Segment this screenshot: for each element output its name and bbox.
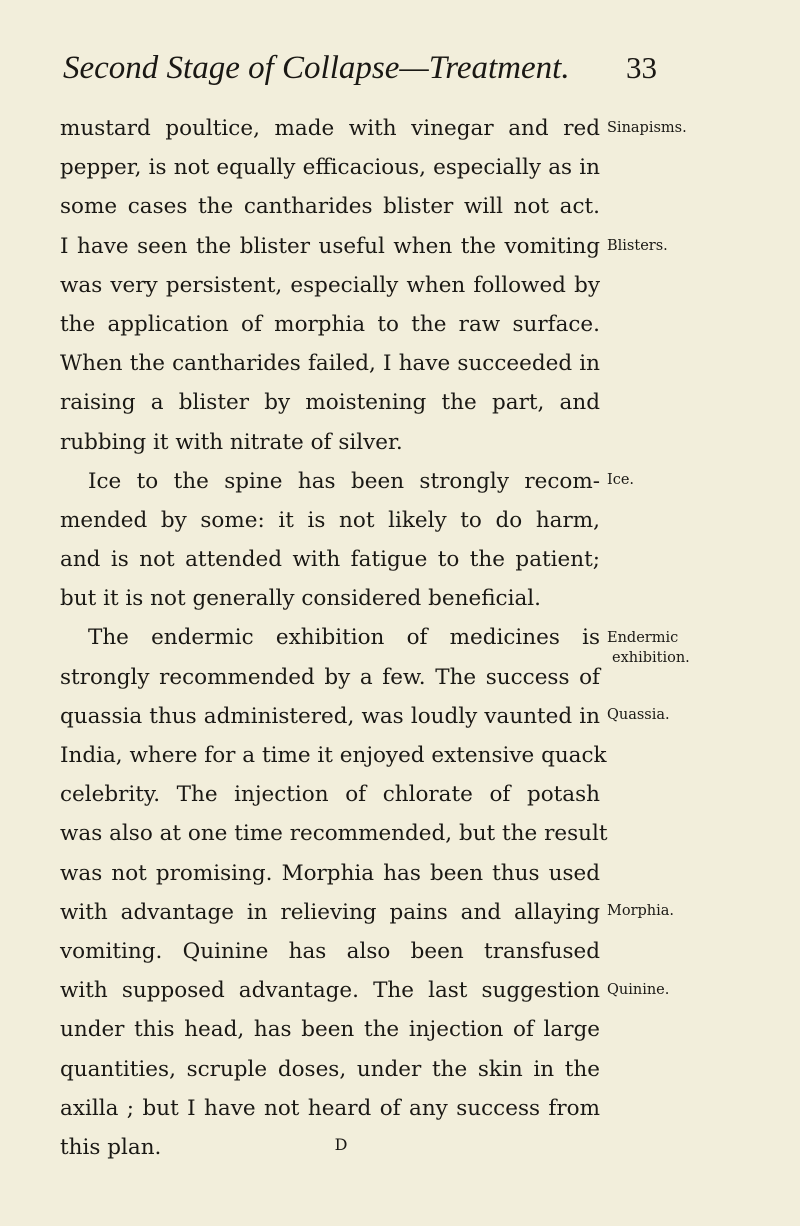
text-line: Ice to the spine has been strongly recom- [88, 468, 600, 494]
text-line: with supposed advantage. The last suggestion [60, 978, 600, 1004]
text-line: raising a blister by moistening the part, and [60, 390, 600, 416]
margin-note-morphia: Morphia. [607, 903, 675, 919]
text-line: mustard poultice, made with vinegar and red [60, 116, 600, 141]
text-line: with advantage in relieving pains and allaying [60, 899, 600, 925]
text-line: The endermic exhibition of medicines is [88, 625, 600, 651]
text-line: celebrity. The injection of chlorate of potash [60, 782, 600, 808]
body-text [60, 109, 608, 1167]
text-line: India, where for a time it enjoyed extensive quack [60, 743, 607, 768]
text-line: some cases the cantharides blister will not act. [60, 194, 600, 220]
text-line: the application of morphia to the raw surface. [60, 311, 600, 337]
margin-note-endermic: Endermic [607, 630, 679, 646]
text-line: quantities, scruple doses, under the skin in the [60, 1056, 600, 1082]
text-line: and is not attended with fatigue to the patient; [60, 547, 600, 573]
text-line: vomiting. Quinine has also been transfused [60, 938, 600, 964]
margin-note-exhibition: exhibition. [612, 650, 690, 666]
text-line: When the cantharides failed, I have succeeded in [60, 351, 600, 377]
text-line: was very persistent, especially when followed by [60, 272, 600, 298]
text-line: rubbing it with nitrate of silver. [60, 429, 403, 455]
text-line: quassia thus administered, was loudly vaunted in [60, 703, 600, 729]
running-title: Second Stage of Collapse—Treatment. [63, 50, 570, 86]
margin-note-quinine: Quinine. [607, 982, 670, 998]
margin-note-quassia: Quassia. [607, 707, 670, 723]
text-line: mended by some: it is not likely to do harm, [60, 507, 600, 533]
text-line: but it is not generally considered beneficial. [60, 586, 541, 612]
text-line: strongly recommended by a few. The success of [60, 664, 600, 690]
text-line: under this head, has been the injection of large [60, 1017, 600, 1043]
text-line: was not promising. Morphia has been thus used [60, 860, 600, 886]
text-line: pepper, is not equally efficacious, especially as in [60, 155, 600, 181]
margin-note-ice: Ice. [607, 472, 635, 488]
text-line: axilla ; but I have not heard of any success from [60, 1095, 600, 1121]
signature-mark: D [334, 1135, 348, 1154]
margin-note-sinapisms: Sinapisms. [607, 120, 687, 136]
text-line: was also at one time recommended, but the result [60, 821, 608, 847]
margin-note-blisters: Blisters. [607, 238, 668, 254]
page-header [63, 38, 657, 98]
text-line: this plan. [60, 1134, 162, 1160]
page-number: 33 [626, 50, 657, 85]
text-line: I have seen the blister useful when the vomiting [60, 233, 600, 259]
